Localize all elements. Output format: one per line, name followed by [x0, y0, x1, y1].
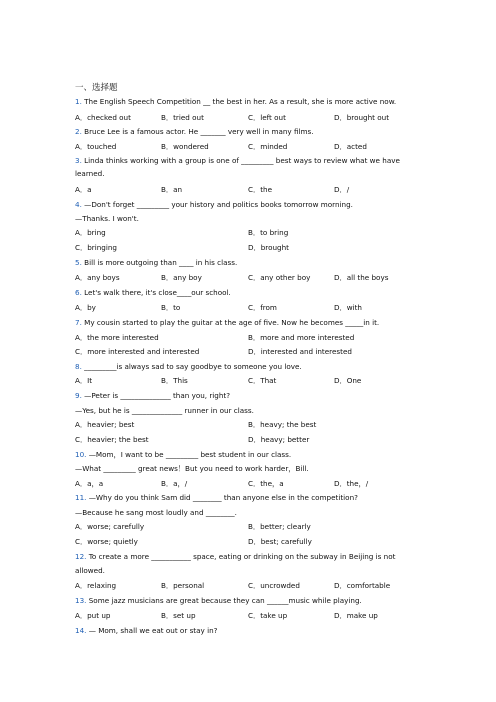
- question-3-stem-cont: learned.: [75, 169, 105, 178]
- option-b: B．better; clearly: [248, 522, 311, 531]
- question-text: —Peter is ______________ than you, right?: [84, 391, 231, 400]
- question-text: —Mom，I want to be _________ best student in our class.: [88, 450, 292, 459]
- question-11-stem-cont: —Because he sang most loudly and ________.: [75, 508, 237, 517]
- option-c: C．minded: [248, 142, 288, 151]
- question-text: Bruce Lee is a famous actor. He _______ very well in many films.: [84, 127, 314, 136]
- question-13-stem: [75, 596, 362, 606]
- option-c: C．bringing: [75, 243, 117, 252]
- option-a: A．It: [75, 376, 93, 385]
- option-b: B．This: [161, 376, 188, 385]
- question-number: 14.: [75, 626, 87, 635]
- question-text: The English Speech Competition __ the best in her. As a result, she is more active now.: [84, 97, 397, 106]
- option-b: B．set up: [161, 611, 196, 620]
- option-d: D．comfortable: [334, 581, 391, 590]
- question-text: Bill is more outgoing than ____ in his class.: [84, 258, 238, 267]
- option-b: B．a，/: [161, 479, 188, 488]
- option-d: D．heavy; better: [248, 435, 310, 444]
- option-b: B．personal: [161, 581, 205, 590]
- question-10-stem-cont: —What _________ great news！But you need to work harder，Bill.: [75, 464, 309, 473]
- option-d: D．One: [334, 376, 362, 385]
- option-a: A．relaxing: [75, 581, 117, 590]
- question-text: Let's walk there, it's close____our school.: [84, 288, 231, 297]
- question-text: _________is always sad to say goodbye to someone you love.: [84, 362, 302, 371]
- question-text: Linda thinks working with a group is one of _________ best ways to review what we have: [84, 156, 400, 165]
- option-a: A．a，a: [75, 479, 104, 488]
- option-a: A．touched: [75, 142, 117, 151]
- option-b: B．wondered: [161, 142, 209, 151]
- option-a: A．worse; carefully: [75, 522, 145, 531]
- option-c: C．the，a: [248, 479, 284, 488]
- section-title: 一、选择题: [75, 83, 118, 93]
- option-a: A．put up: [75, 611, 111, 620]
- question-number: 1.: [75, 97, 82, 106]
- option-b: B．heavy; the best: [248, 420, 317, 429]
- question-4-stem-cont: —Thanks. I won't.: [75, 214, 139, 223]
- question-text: —Don't forget _________ your history and politics books tomorrow morning.: [84, 200, 353, 209]
- option-d: D．best; carefully: [248, 537, 312, 546]
- option-a: A．bring: [75, 228, 106, 237]
- option-d: D．brought out: [334, 113, 390, 122]
- option-b: B．any boy: [161, 273, 202, 282]
- option-d: D．brought: [248, 243, 289, 252]
- question-number: 9.: [75, 391, 82, 400]
- question-12-stem: [75, 552, 395, 562]
- option-c: C．left out: [248, 113, 286, 122]
- question-text: Some jazz musicians are great because they can ______music while playing.: [88, 596, 362, 605]
- option-c: C．That: [248, 376, 277, 385]
- option-c: C．from: [248, 303, 277, 312]
- option-a: A．a: [75, 185, 92, 194]
- question-3-stem: [75, 156, 400, 166]
- option-b: B．to: [161, 303, 181, 312]
- question-2-stem: [75, 127, 314, 137]
- question-11-stem: [75, 493, 358, 503]
- question-7-stem: [75, 318, 379, 328]
- option-a: A．the more interested: [75, 333, 159, 342]
- question-9-stem: [75, 391, 230, 401]
- question-number: 11.: [75, 493, 87, 502]
- question-number: 8.: [75, 362, 82, 371]
- question-text: —Why do you think Sam did ________ than anyone else in the competition?: [88, 493, 358, 502]
- option-a: A．any boys: [75, 273, 120, 282]
- option-d: D．with: [334, 303, 362, 312]
- option-d: D．the，/: [334, 479, 369, 488]
- question-text: To create a more ___________ space, eating or drinking on the subway in Beijing is not: [88, 552, 396, 561]
- question-8-stem: [75, 362, 302, 372]
- option-a: A．heavier; best: [75, 420, 135, 429]
- option-b: B．an: [161, 185, 183, 194]
- option-c: C．heavier; the best: [75, 435, 149, 444]
- question-number: 6.: [75, 288, 82, 297]
- question-number: 5.: [75, 258, 82, 267]
- question-number: 4.: [75, 200, 82, 209]
- question-number: 10.: [75, 450, 87, 459]
- option-c: C．the: [248, 185, 273, 194]
- option-b: B．tried out: [161, 113, 204, 122]
- question-1-stem: [75, 97, 396, 107]
- option-c: C．take up: [248, 611, 288, 620]
- question-text: — Mom, shall we eat out or stay in?: [88, 626, 218, 635]
- question-number: 2.: [75, 127, 82, 136]
- question-10-stem: [75, 450, 291, 460]
- question-12-stem-cont: allowed.: [75, 566, 105, 575]
- option-c: C．worse; quietly: [75, 537, 138, 546]
- question-number: 3.: [75, 156, 82, 165]
- question-5-stem: [75, 258, 237, 268]
- option-c: C．more interested and interested: [75, 347, 200, 356]
- option-a: A．checked out: [75, 113, 131, 122]
- question-4-stem: [75, 200, 353, 210]
- option-d: D．all the boys: [334, 273, 389, 282]
- option-a: A．by: [75, 303, 96, 312]
- question-6-stem: [75, 288, 231, 298]
- question-text: My cousin started to play the guitar at the age of five. Now he becomes _____in it.: [84, 318, 380, 327]
- question-number: 13.: [75, 596, 87, 605]
- option-b: B．more and more interested: [248, 333, 355, 342]
- option-d: D．make up: [334, 611, 378, 620]
- option-b: B．to bring: [248, 228, 289, 237]
- option-d: D．/: [334, 185, 350, 194]
- question-9-stem-cont: —Yes, but he is ______________ runner in our class.: [75, 406, 254, 415]
- option-c: C．uncrowded: [248, 581, 300, 590]
- question-14-stem: [75, 626, 217, 636]
- question-number: 12.: [75, 552, 87, 561]
- question-number: 7.: [75, 318, 82, 327]
- option-d: D．acted: [334, 142, 367, 151]
- option-d: D．interested and interested: [248, 347, 352, 356]
- option-c: C．any other boy: [248, 273, 311, 282]
